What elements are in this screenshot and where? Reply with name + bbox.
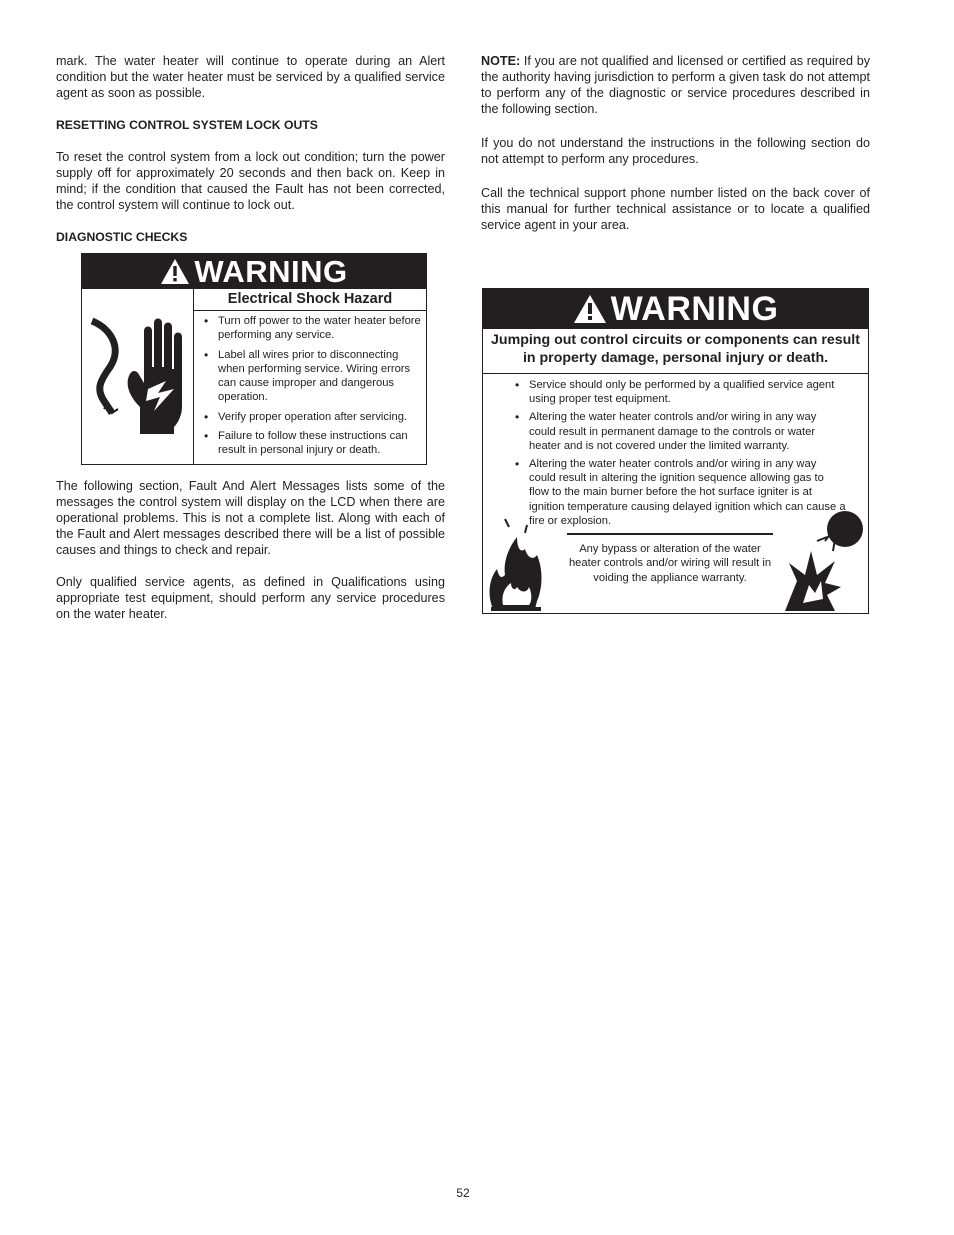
page-number: 52: [456, 1186, 470, 1200]
bypass-note: Any bypass or alteration of the water heater controls and/or wiring will result in voiding the appliance warranty.: [568, 543, 772, 584]
warning-title: Electrical Shock Hazard: [194, 289, 426, 311]
electrical-shock-hand-icon: [82, 289, 194, 465]
list-item: • Altering the water heater controls and/or wiring in any way could result in altering the ignition sequence allowing gas to flow to the main burner before the hot surface igniter is at ignition temperature causing delayed ignition which can cause a fire or explosion.: [529, 457, 846, 528]
understand-paragraph: If you do not understand the instructions in the following section do not attempt to perform any procedures.: [481, 136, 870, 166]
resetting-paragraph: To reset the control system from a lock out condition; turn the power supply off for approximately 20 seconds and then back on. Keep in mind; if the condition that caused the Fault has not been corrected, the control system will continue to lock out.: [56, 150, 445, 212]
diagnostic-heading: DIAGNOSTIC CHECKS: [56, 230, 188, 244]
following-paragraph: The following section, Fault And Alert Messages lists some of the messages the control system will display on the LCD when there are operational problems. This is not a complete list. Along with each of the Fault and Alert messages described there will be a list of possible causes and things to check and repair.: [56, 479, 445, 557]
resetting-heading: RESETTING CONTROL SYSTEM LOCK OUTS: [56, 118, 318, 132]
warning-jumping-list: [483, 378, 868, 532]
fire-hazard-icon: [487, 517, 545, 611]
explosion-hazard-icon: [783, 511, 869, 613]
list-item: • Verify proper operation after servicing.: [218, 410, 422, 424]
list-item: • Failure to follow these instructions can result in personal injury or death.: [218, 429, 422, 458]
left-column-lower: [56, 478, 445, 622]
note-label: NOTE:: [481, 54, 521, 68]
left-column: [56, 53, 445, 245]
warning-header-text: WARNING: [610, 289, 779, 328]
warning-header: [82, 254, 426, 289]
warning-jumping-circuits: [482, 288, 869, 614]
divider: [567, 533, 773, 535]
intro-paragraph: mark. The water heater will continue to operate during an Alert condition but the water heater must be serviced by a qualified service agent as soon as possible.: [56, 54, 445, 100]
warning-header: [483, 289, 868, 329]
list-item: • Turn off power to the water heater before performing any service.: [218, 314, 422, 343]
warning-electrical-list: [194, 314, 426, 463]
note-paragraph: [481, 53, 870, 117]
warning-header-text: WARNING: [194, 253, 348, 289]
warning-triangle-icon: [160, 258, 190, 285]
warning-electrical-shock: [81, 253, 427, 465]
call-paragraph: Call the technical support phone number listed on the back cover of this manual for further technical assistance or to locate a qualified service agent in your area.: [481, 186, 870, 232]
right-column: [481, 53, 870, 233]
list-item: • Altering the water heater controls and/or wiring in any way could result in permanent damage to the controls or water heater and is not covered under the limited warranty.: [529, 410, 846, 453]
qualified-paragraph: Only qualified service agents, as defined in Qualifications using appropriate test equipment, should perform any service procedures on the water heater.: [56, 575, 445, 621]
note-text: If you are not qualified and licensed or certified as required by the authority having jurisdiction to perform a given task do not attempt to perform any of the diagnostic or service procedures described in the following section.: [481, 54, 870, 116]
list-item: • Label all wires prior to disconnecting when performing service. Wiring errors can cause improper and dangerous operation.: [218, 348, 422, 405]
warning-message: Jumping out control circuits or components can result in property damage, personal injury or death.: [483, 329, 868, 374]
list-item: • Service should only be performed by a qualified service agent using proper test equipment.: [529, 378, 846, 406]
warning-triangle-icon: [573, 294, 607, 324]
